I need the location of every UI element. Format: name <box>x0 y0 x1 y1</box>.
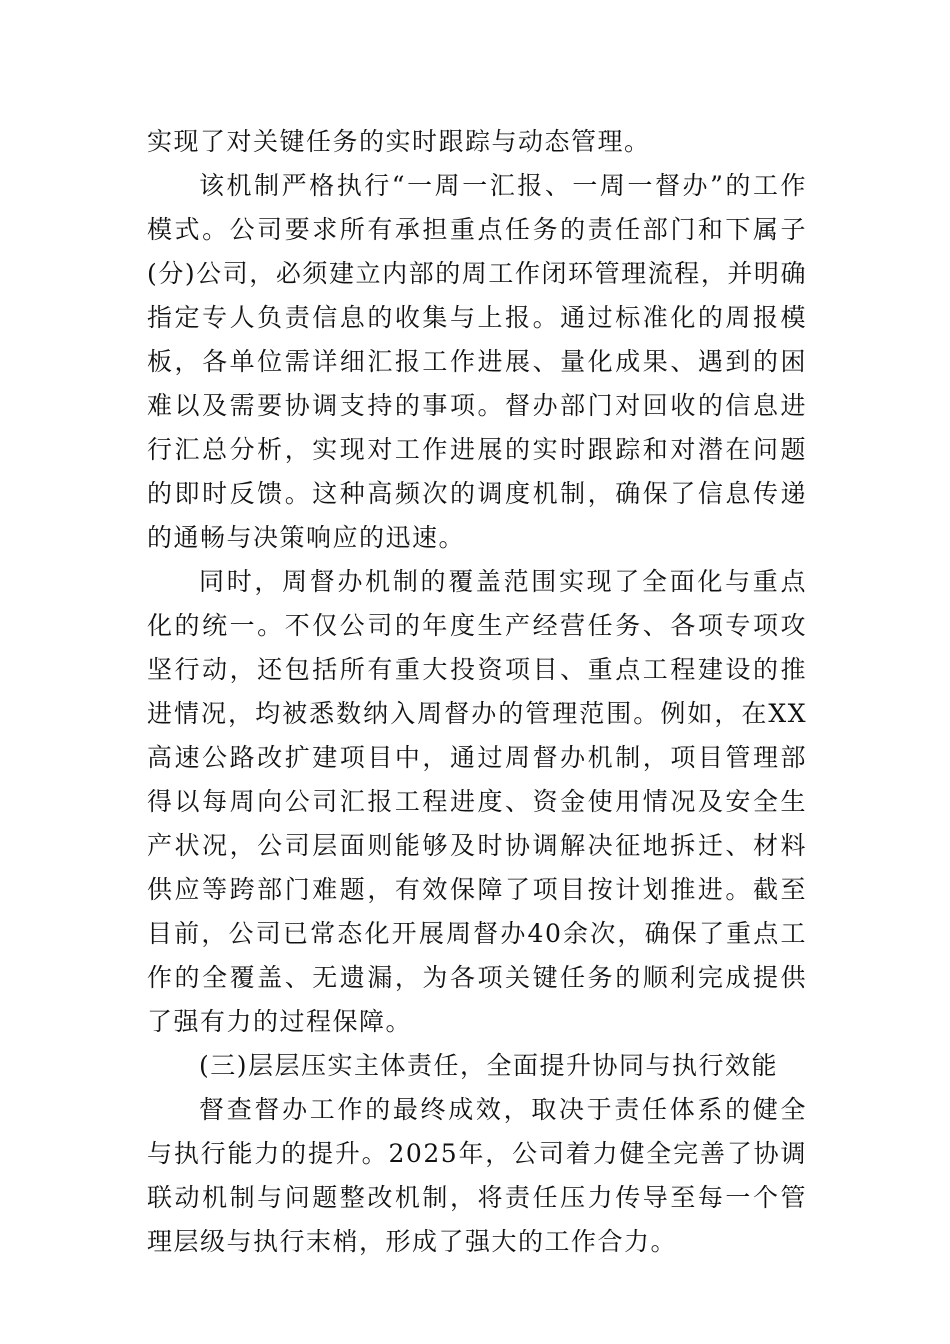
document-body <box>147 120 807 1264</box>
paragraph-continuation: 实现了对关键任务的实时跟踪与动态管理。 <box>147 127 651 156</box>
paragraph-weekly-reporting: 该机制严格执行“一周一汇报、一周一督办”的工作模式。公司要求所有承担重点任务的责任部门和下属子(分)公司，必须建立内部的周工作闭环管理流程，并明确指定专人负责信息的收集与上报。通过标准化的周报模板，各单位需详细汇报工作进展、量化成果、遇到的困难以及需要协调支持的事项。督办部门对回收的信息进行汇总分析，实现对工作进展的实时跟踪和对潜在问题的即时反馈。这种高频次的调度机制，确保了信息传递的通畅与决策响应的迅速。 <box>147 171 807 552</box>
paragraph-responsibility: 督查督办工作的最终成效，取决于责任体系的健全与执行能力的提升。2025年，公司着力健全完善了协调联动机制与问题整改机制，将责任压力传导至每一个管理层级与执行末梢，形成了强大的工作合力。 <box>147 1095 807 1256</box>
paragraph-coverage-scope: 同时，周督办机制的覆盖范围实现了全面化与重点化的统一。不仅公司的年度生产经营任务、各项专项攻坚行动，还包括所有重大投资项目、重点工程建设的推进情况，均被悉数纳入周督办的管理范围。例如，在XX高速公路改扩建项目中，通过周督办机制，项目管理部得以每周向公司汇报工程进度、资金使用情况及安全生产状况，公司层面则能够及时协调解决征地拆迁、材料供应等跨部门难题，有效保障了项目按计划推进。截至目前，公司已常态化开展周督办40余次，确保了重点工作的全覆盖、无遗漏，为各项关键任务的顺利完成提供了强有力的过程保障。 <box>147 567 807 1036</box>
section-heading: (三)层层压实主体责任，全面提升协同与执行效能 <box>199 1051 779 1080</box>
